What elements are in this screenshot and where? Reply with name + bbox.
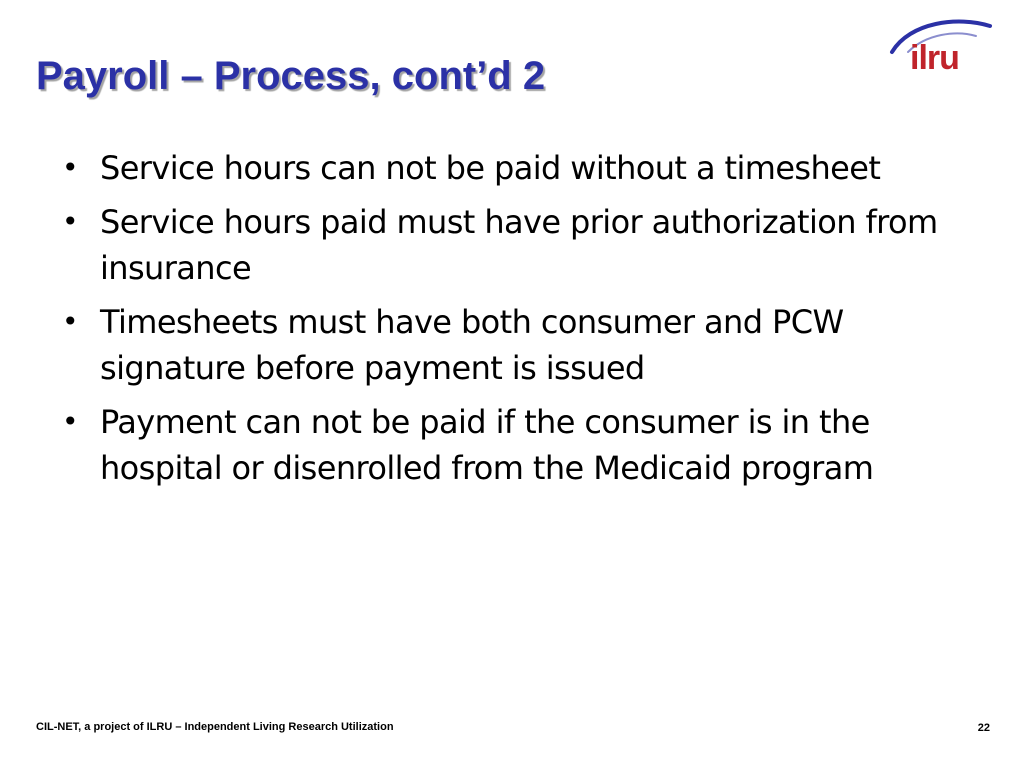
bullet-dot-icon: • [62,305,78,338]
bullet-text: Payment can not be paid if the consumer is in the hospital or disenrolled from the Medicaid program [100,403,874,487]
bullet-item [62,299,962,391]
bullet-dot-icon: • [62,405,78,438]
logo-text: ilru [910,39,959,77]
bullet-item [62,145,962,191]
slide-title: Payroll – Process, cont’d 2 [36,54,546,98]
footer-text: CIL-NET, a project of ILRU – Independent Living Research Utilization [36,721,394,733]
ilru-logo [886,16,996,80]
bullet-text: Service hours can not be paid without a timesheet [100,149,881,187]
bullet-dot-icon: • [62,205,78,238]
bullet-dot-icon: • [62,151,78,184]
bullet-text: Service hours paid must have prior authorization from insurance [100,203,938,287]
page-number: 22 [977,722,990,734]
bullet-item [62,199,962,291]
bullet-item [62,399,962,491]
bullet-text: Timesheets must have both consumer and PCW signature before payment is issued [100,303,844,387]
bullet-list [62,145,962,499]
